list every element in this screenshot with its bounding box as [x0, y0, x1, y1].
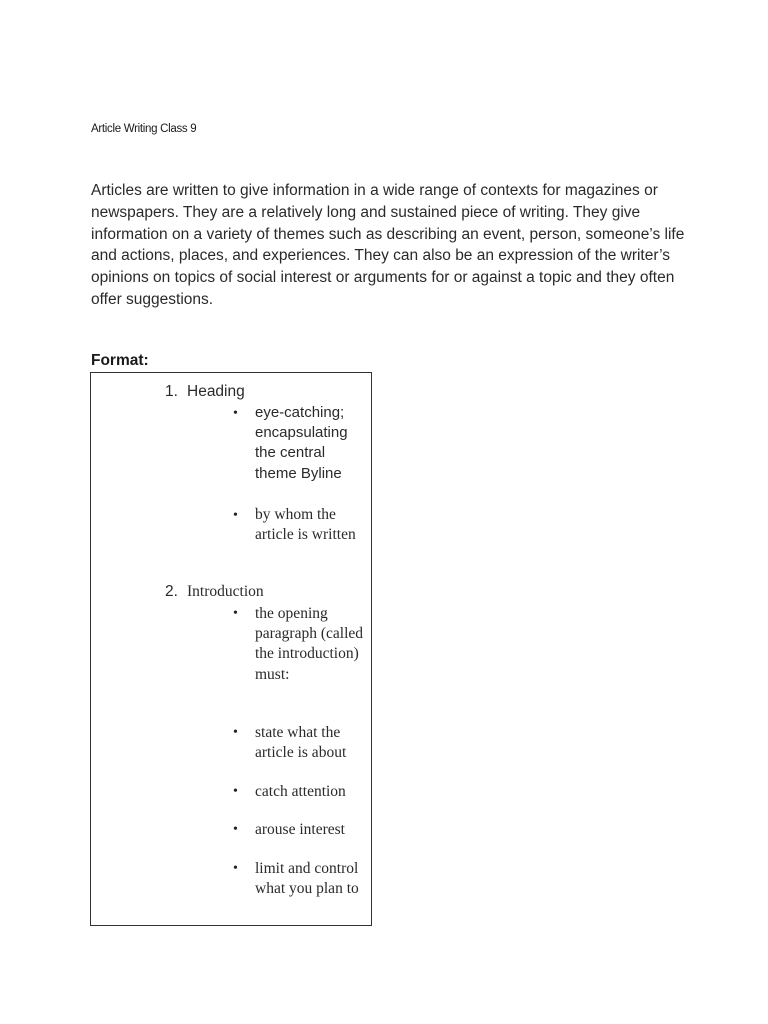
bullet-text: arouse interest — [255, 821, 345, 838]
bullet-icon: • — [233, 508, 238, 523]
list-item-introduction — [165, 582, 264, 602]
format-heading: Format: — [91, 352, 149, 369]
bullet-icon: • — [233, 861, 238, 876]
format-box — [90, 372, 372, 926]
list-number: 2. — [165, 583, 178, 600]
bullet-icon: • — [233, 725, 238, 740]
document-title: Article Writing Class 9 — [91, 123, 197, 135]
bullet-text: the opening paragraph (called the introduction) must: — [255, 605, 364, 683]
list-item-heading — [165, 382, 245, 402]
list-label: Heading — [187, 383, 245, 400]
bullet-text: limit and control what you plan to — [255, 860, 359, 898]
bullet-icon: • — [233, 784, 238, 799]
bullet-text: eye-catching; encapsulating the central theme Byline — [255, 404, 348, 482]
list-number: 1. — [165, 383, 178, 400]
bullet-icon: • — [233, 406, 238, 421]
bullet-icon: • — [233, 606, 238, 621]
bullet-text: state what the article is about — [255, 724, 347, 762]
bullet-text: by whom the article is written — [255, 506, 356, 544]
list-label: Introduction — [187, 583, 264, 600]
bullet-icon: • — [233, 822, 238, 837]
bullet-text: catch attention — [255, 783, 346, 800]
intro-paragraph: Articles are written to give information in a wide range of contexts for magazines or newspapers. They are a relatively long and sustained piece of writing. They give information on a variety of themes such as describing an event, person, someone’s life and actions, places, and experiences. They can also be an expression of the writer’s opinions on topics of social interest or arguments for or against a topic and they often offer suggestions. — [91, 182, 685, 308]
